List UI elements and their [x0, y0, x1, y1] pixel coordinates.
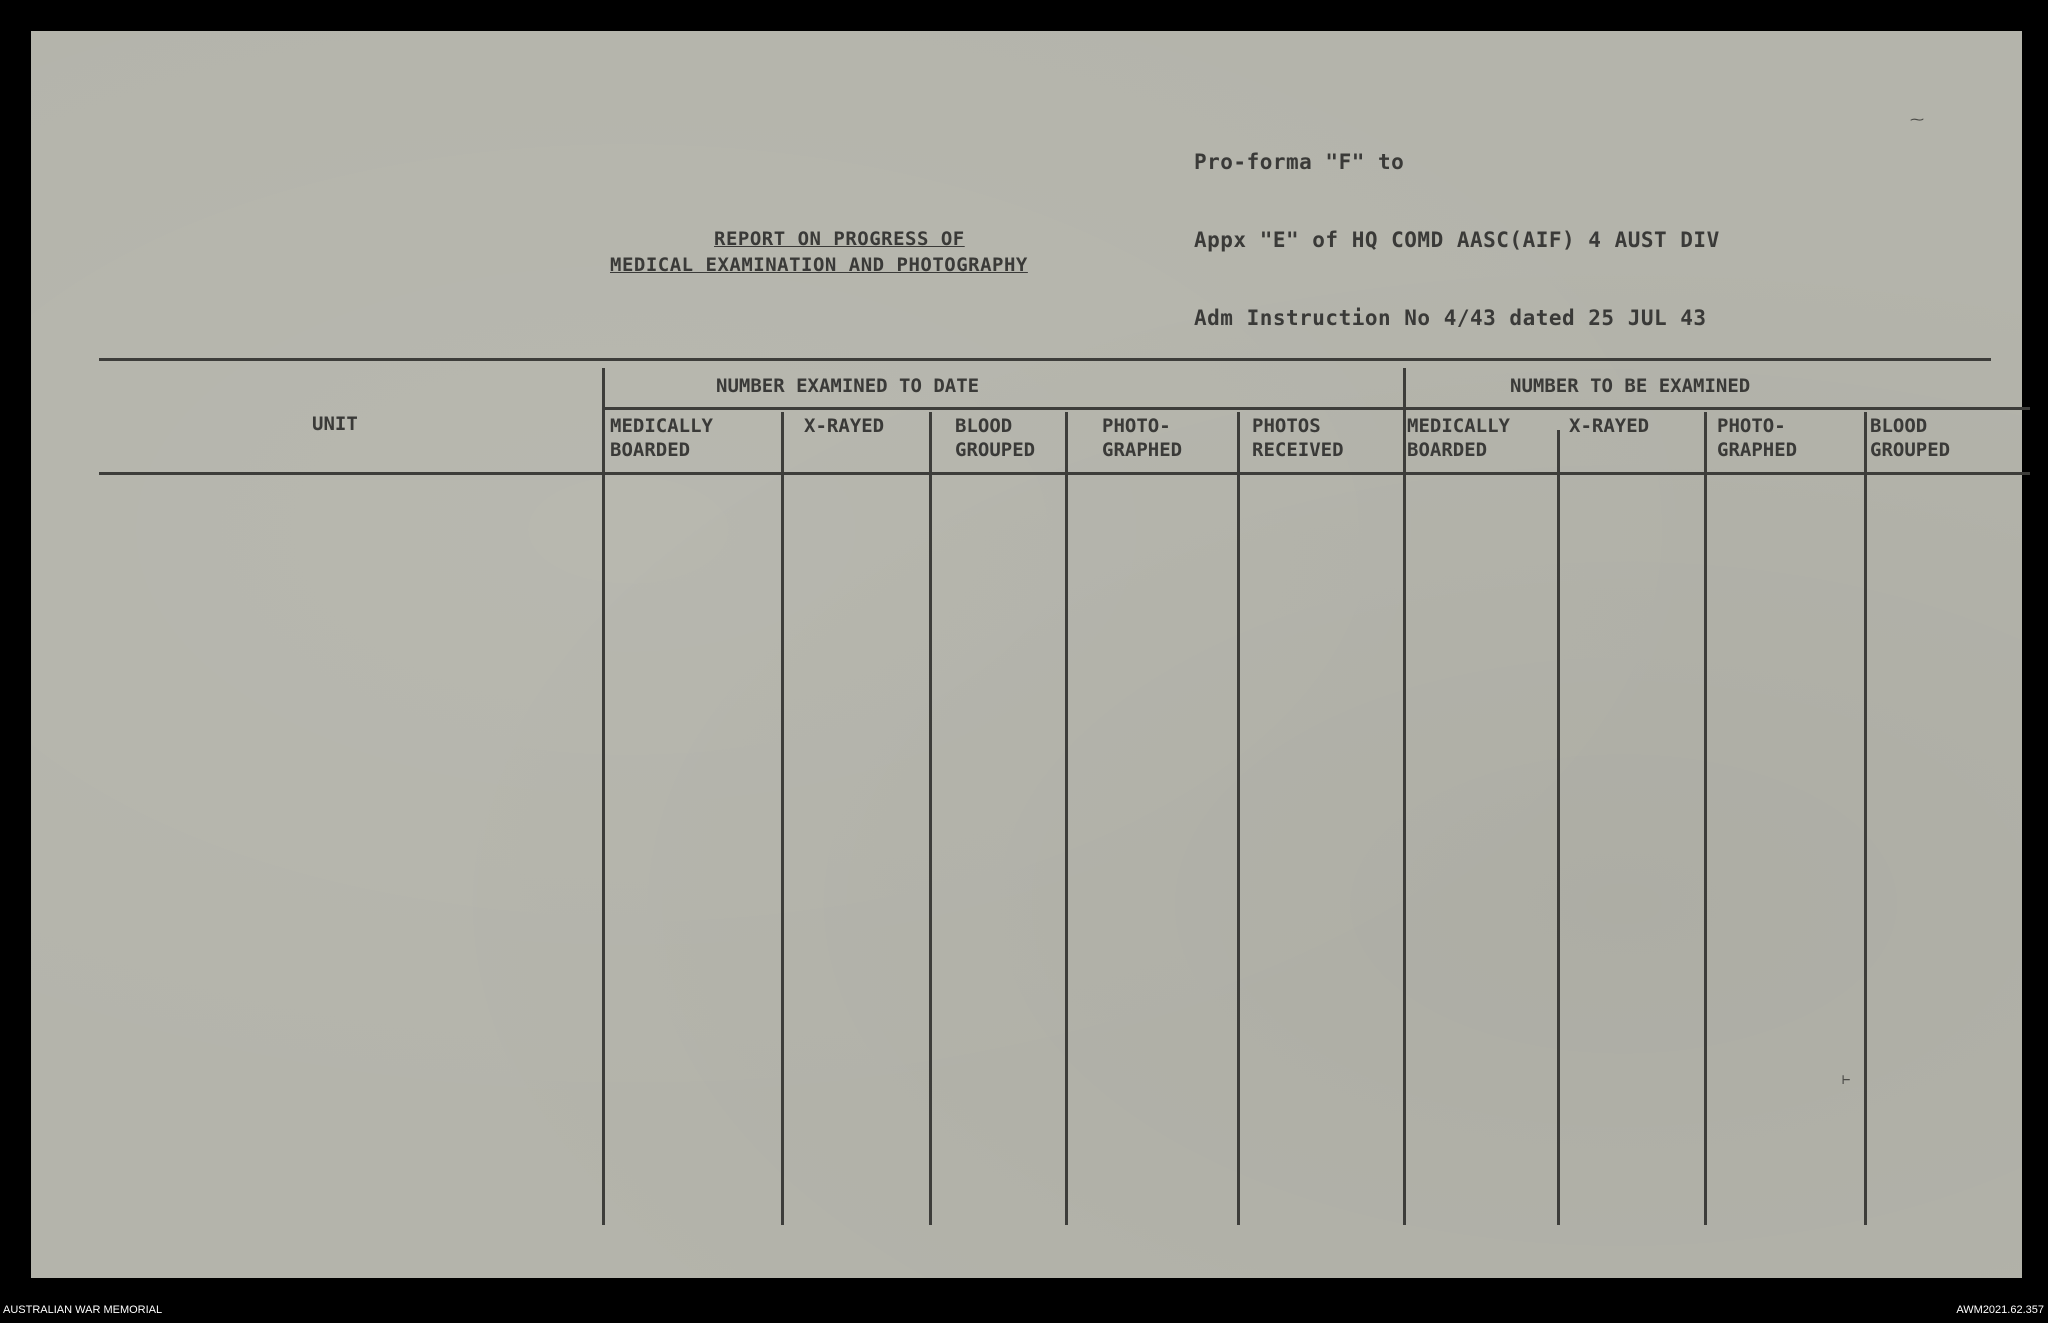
- group-header-examined: NUMBER EXAMINED TO DATE: [716, 375, 980, 397]
- reference-line-3: Adm Instruction No 4/43 dated 25 JUL 43: [1194, 306, 1707, 330]
- archive-id: AWM2021.62.357: [1956, 1304, 2044, 1316]
- reference-line-1: Pro-forma "F" to: [1194, 150, 1405, 174]
- column-header: X-RAYED: [804, 415, 885, 437]
- column-header: BLOOD GROUPED: [955, 415, 1036, 461]
- unit-header: UNIT: [312, 413, 358, 435]
- column-divider: [1065, 412, 1068, 1225]
- table-top-rule: [99, 358, 1991, 361]
- column-divider: [1403, 368, 1406, 1225]
- pencil-mark: ⊢: [1842, 1072, 1851, 1088]
- column-divider: [1704, 412, 1707, 1225]
- reference-line-2: Appx "E" of HQ COMD AASC(AIF) 4 AUST DIV: [1194, 228, 1720, 252]
- column-header: PHOTO- GRAPHED: [1102, 415, 1183, 461]
- document-page: [31, 31, 2022, 1278]
- column-header: PHOTO- GRAPHED: [1717, 415, 1798, 461]
- pencil-mark: ⁓: [1910, 112, 1924, 128]
- column-divider: [1864, 412, 1867, 1225]
- column-header: MEDICALLY BOARDED: [1407, 415, 1510, 461]
- column-header: MEDICALLY BOARDED: [610, 415, 713, 461]
- column-header: PHOTOS RECEIVED: [1252, 415, 1344, 461]
- report-title-line-2: MEDICAL EXAMINATION AND PHOTOGRAPHY: [610, 254, 1028, 276]
- reference-block: [1194, 97, 1720, 357]
- column-header: X-RAYED: [1569, 415, 1650, 437]
- group-header-to-be-examined: NUMBER TO BE EXAMINED: [1510, 375, 1751, 397]
- column-header: BLOOD GROUPED: [1870, 415, 1951, 461]
- group-header-rule: [602, 407, 2030, 410]
- column-divider: [602, 368, 605, 1225]
- column-divider: [1237, 412, 1240, 1225]
- archive-credit: AUSTRALIAN WAR MEMORIAL: [3, 1304, 163, 1316]
- column-divider: [1557, 430, 1560, 1225]
- report-title-line-1: REPORT ON PROGRESS OF: [714, 228, 965, 250]
- column-divider: [781, 412, 784, 1225]
- column-divider: [929, 412, 932, 1225]
